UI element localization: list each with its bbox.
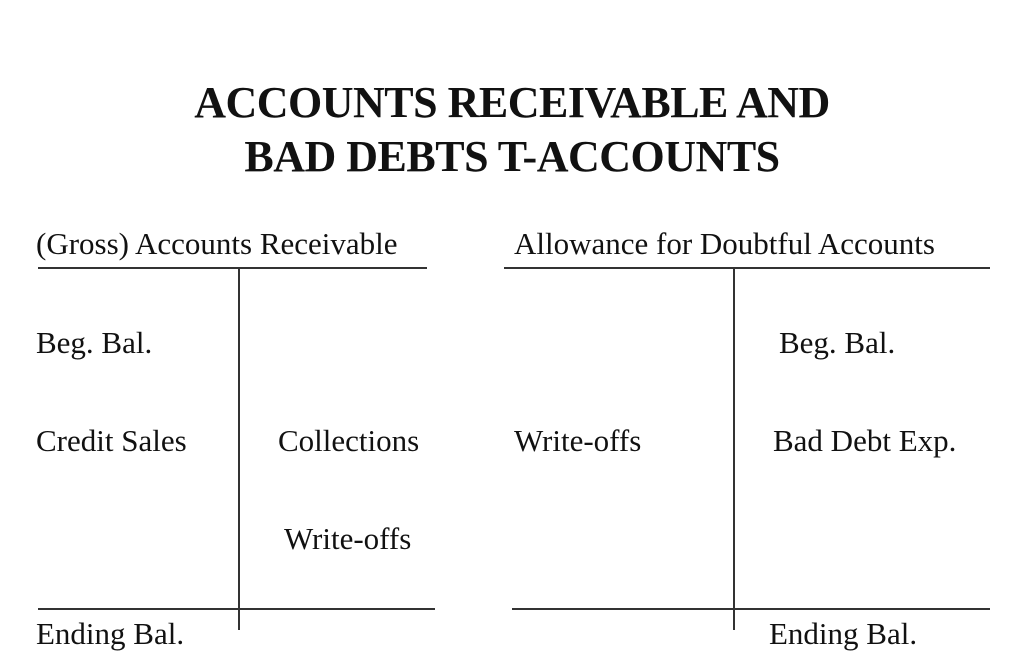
- t-account-center-rule: [733, 268, 735, 630]
- ending-balance-label: Ending Bal.: [769, 616, 918, 651]
- credit-entry: Collections: [278, 423, 420, 458]
- debit-entry: Credit Sales: [36, 423, 187, 458]
- account-name: Allowance for Doubtful Accounts: [514, 226, 935, 261]
- t-account-top-rule: [504, 267, 990, 269]
- debit-entry: Write-offs: [514, 423, 642, 458]
- ending-balance-rule: [512, 608, 990, 610]
- t-account-center-rule: [238, 268, 240, 630]
- credit-entry: Beg. Bal.: [779, 325, 896, 360]
- debit-entry: Beg. Bal.: [36, 325, 153, 360]
- credit-entry: Write-offs: [284, 521, 412, 556]
- ending-balance-rule: [38, 608, 435, 610]
- credit-entry: Bad Debt Exp.: [773, 423, 957, 458]
- account-name: (Gross) Accounts Receivable: [36, 226, 398, 261]
- ending-balance-label: Ending Bal.: [36, 616, 185, 651]
- diagram-title-line-2: BAD DEBTS T-ACCOUNTS: [244, 132, 780, 181]
- diagram-title-line-1: ACCOUNTS RECEIVABLE AND: [194, 78, 830, 127]
- t-account-top-rule: [38, 267, 427, 269]
